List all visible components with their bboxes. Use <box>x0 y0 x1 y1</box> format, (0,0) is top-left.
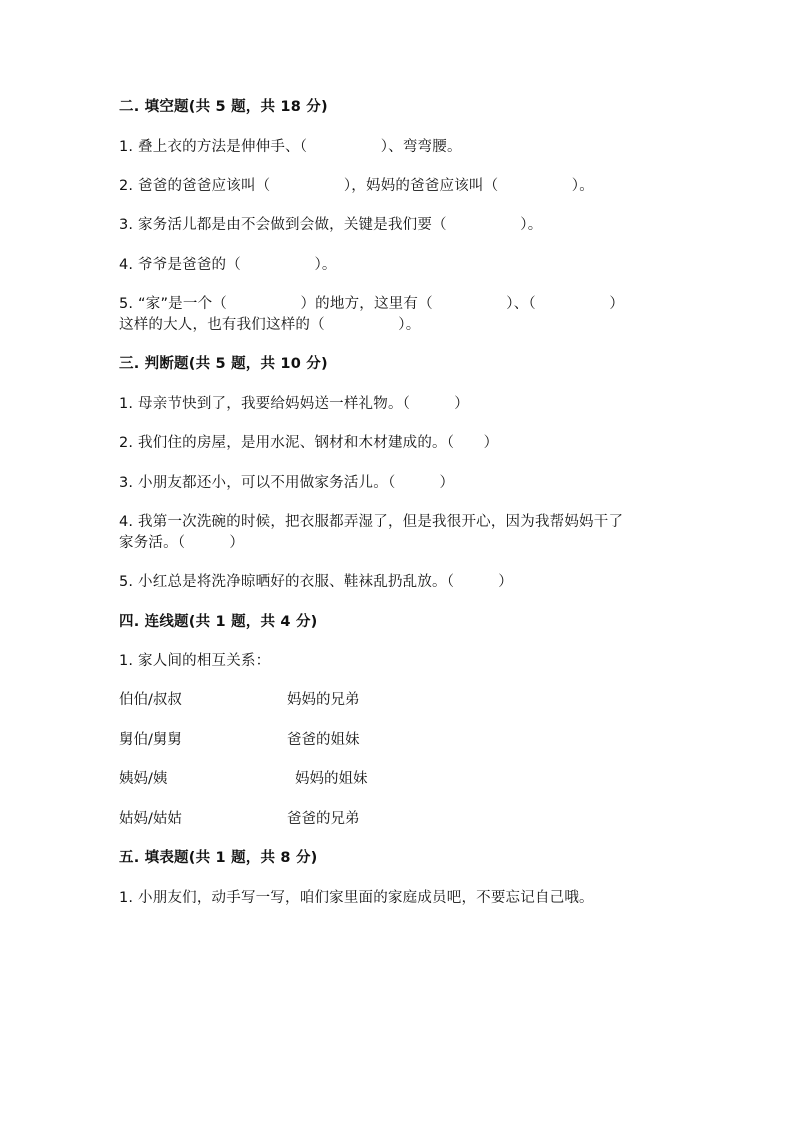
match-left-item: 舅伯/舅舅 <box>119 732 182 748</box>
section-2-question-4: 4. 爷爷是爸爸的（ ）。 <box>119 257 337 273</box>
section-2-question-1: 1. 叠上衣的方法是伸伸手、（ ）、弯弯腰。 <box>119 139 462 155</box>
section-4-heading: 四. 连线题(共 1 题，共 4 分) <box>119 614 318 630</box>
match-right-item: 爸爸的兄弟 <box>287 811 360 827</box>
section-3-question-5: 5. 小红总是将洗净晾晒好的衣服、鞋袜乱扔乱放。（ ） <box>119 574 513 590</box>
section-4-question-1: 1. 家人间的相互关系： <box>119 653 271 669</box>
section-3-question-3: 3. 小朋友都还小，可以不用做家务活儿。（ ） <box>119 475 455 491</box>
section-2-question-5-line-2: 这样的大人，也有我们这样的（ ）。 <box>119 317 421 333</box>
section-2-question-2: 2. 爸爸的爸爸应该叫（ ），妈妈的爸爸应该叫（ ）。 <box>119 178 594 194</box>
match-left-item: 姑妈/姑姑 <box>119 811 182 827</box>
section-3-question-1: 1. 母亲节快到了，我要给妈妈送一样礼物。（ ） <box>119 396 469 412</box>
section-3-question-4-line-2: 家务活。（ ） <box>119 535 245 551</box>
match-left-item: 伯伯/叔叔 <box>119 692 182 708</box>
section-5-question-1: 1. 小朋友们，动手写一写，咱们家里面的家庭成员吧，不要忘记自己哦。 <box>119 890 594 906</box>
section-2-question-3: 3. 家务活儿都是由不会做到会做，关键是我们要（ ）。 <box>119 217 543 233</box>
match-right-item: 妈妈的姐妹 <box>295 771 368 787</box>
section-2-heading: 二. 填空题(共 5 题，共 18 分) <box>119 99 328 115</box>
section-3-question-4-line-1: 4. 我第一次洗碗的时候，把衣服都弄湿了，但是我很开心，因为我帮妈妈干了 <box>119 514 624 530</box>
section-5-heading: 五. 填表题(共 1 题，共 8 分) <box>119 850 318 866</box>
section-2-question-5-line-1: 5. “家”是一个（ ）的地方，这里有（ ）、（ ） <box>119 296 625 312</box>
section-3-question-2: 2. 我们住的房屋，是用水泥、钢材和木材建成的。（ ） <box>119 435 499 451</box>
match-right-item: 妈妈的兄弟 <box>287 692 360 708</box>
section-3-heading: 三. 判断题(共 5 题，共 10 分) <box>119 356 328 372</box>
match-right-item: 爸爸的姐妹 <box>287 732 360 748</box>
match-left-item: 姨妈/姨 <box>119 771 168 787</box>
